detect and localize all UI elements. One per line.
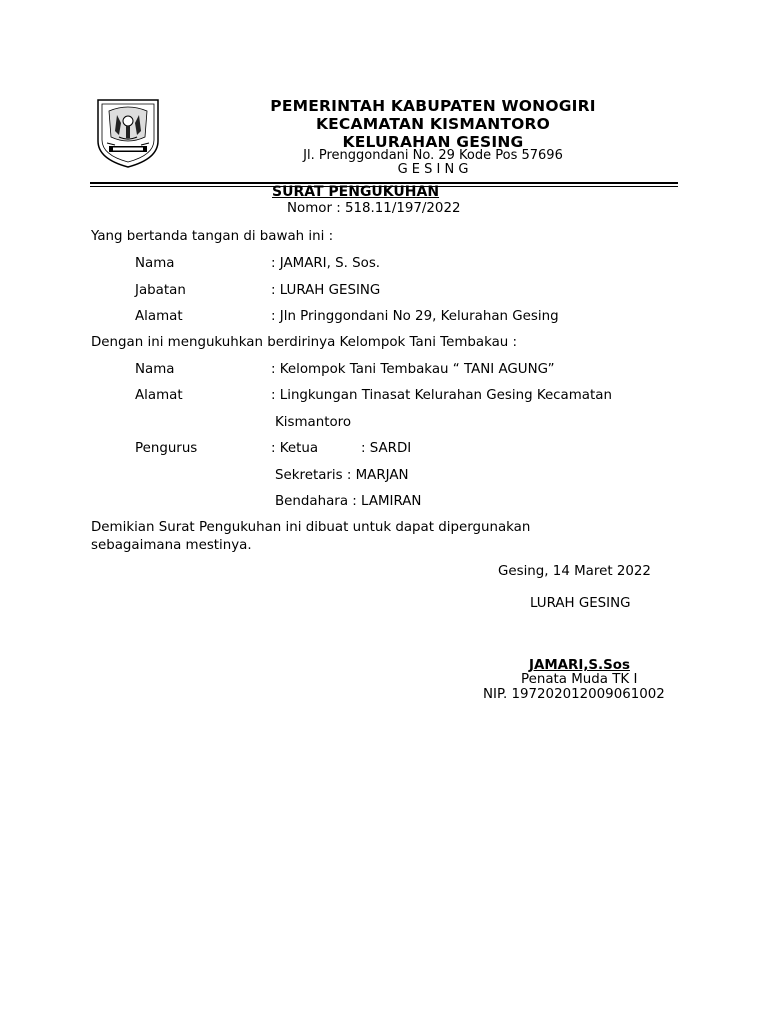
closing-text-line2: sebagaimana mestinya. bbox=[91, 538, 252, 553]
place-date: Gesing, 14 Maret 2022 bbox=[498, 564, 651, 579]
board-treasurer: Bendahara : LAMIRAN bbox=[275, 494, 422, 509]
regency-emblem-logo bbox=[95, 97, 161, 169]
signer-rank: Penata Muda TK I bbox=[521, 672, 638, 687]
group-name-label: Nama bbox=[135, 362, 175, 377]
group-address-label: Alamat bbox=[135, 388, 183, 403]
group-name-value: : Kelompok Tani Tembakau “ TANI AGUNG” bbox=[271, 362, 555, 377]
signer-position-title: LURAH GESING bbox=[530, 596, 631, 611]
signer-address-value: : Jln Pringgondani No 29, Kelurahan Gesing bbox=[271, 309, 559, 324]
document-title: SURAT PENGUKUHAN bbox=[272, 184, 440, 200]
header-city: G E S I N G bbox=[397, 162, 469, 177]
signer-name-label: Nama bbox=[135, 256, 175, 271]
group-address-value-line1: : Lingkungan Tinasat Kelurahan Gesing Kecamatan bbox=[271, 388, 612, 403]
signer-position-label: Jabatan bbox=[135, 283, 186, 298]
signer-address-label: Alamat bbox=[135, 309, 183, 324]
intro-text: Yang bertanda tangan di bawah ini : bbox=[91, 229, 334, 244]
header-district: KECAMATAN KISMANTORO bbox=[315, 115, 551, 133]
signer-position-value: : LURAH GESING bbox=[271, 283, 381, 298]
signer-name-value: : JAMARI, S. Sos. bbox=[271, 256, 381, 271]
board-chair-label: : Ketua bbox=[271, 441, 319, 456]
board-chair-value: : SARDI bbox=[361, 441, 412, 456]
group-board-label: Pengurus bbox=[135, 441, 198, 456]
header-address: Jl. Prenggondani No. 29 Kode Pos 57696 bbox=[303, 148, 563, 163]
signer-nip: NIP. 197202012009061002 bbox=[483, 687, 665, 702]
group-address-value-line2: Kismantoro bbox=[275, 415, 352, 430]
header-village: KELURAHAN GESING bbox=[342, 133, 524, 151]
header-government: PEMERINTAH KABUPATEN WONOGIRI bbox=[270, 97, 596, 115]
statement-text: Dengan ini mengukuhkan berdirinya Kelompok Tani Tembakau : bbox=[91, 335, 518, 350]
signer-name: JAMARI,S.Sos bbox=[529, 658, 630, 673]
board-secretary: Sekretaris : MARJAN bbox=[275, 468, 409, 483]
document-number: Nomor : 518.11/197/2022 bbox=[287, 201, 461, 216]
closing-text-line1: Demikian Surat Pengukuhan ini dibuat untuk dapat dipergunakan bbox=[91, 520, 531, 535]
